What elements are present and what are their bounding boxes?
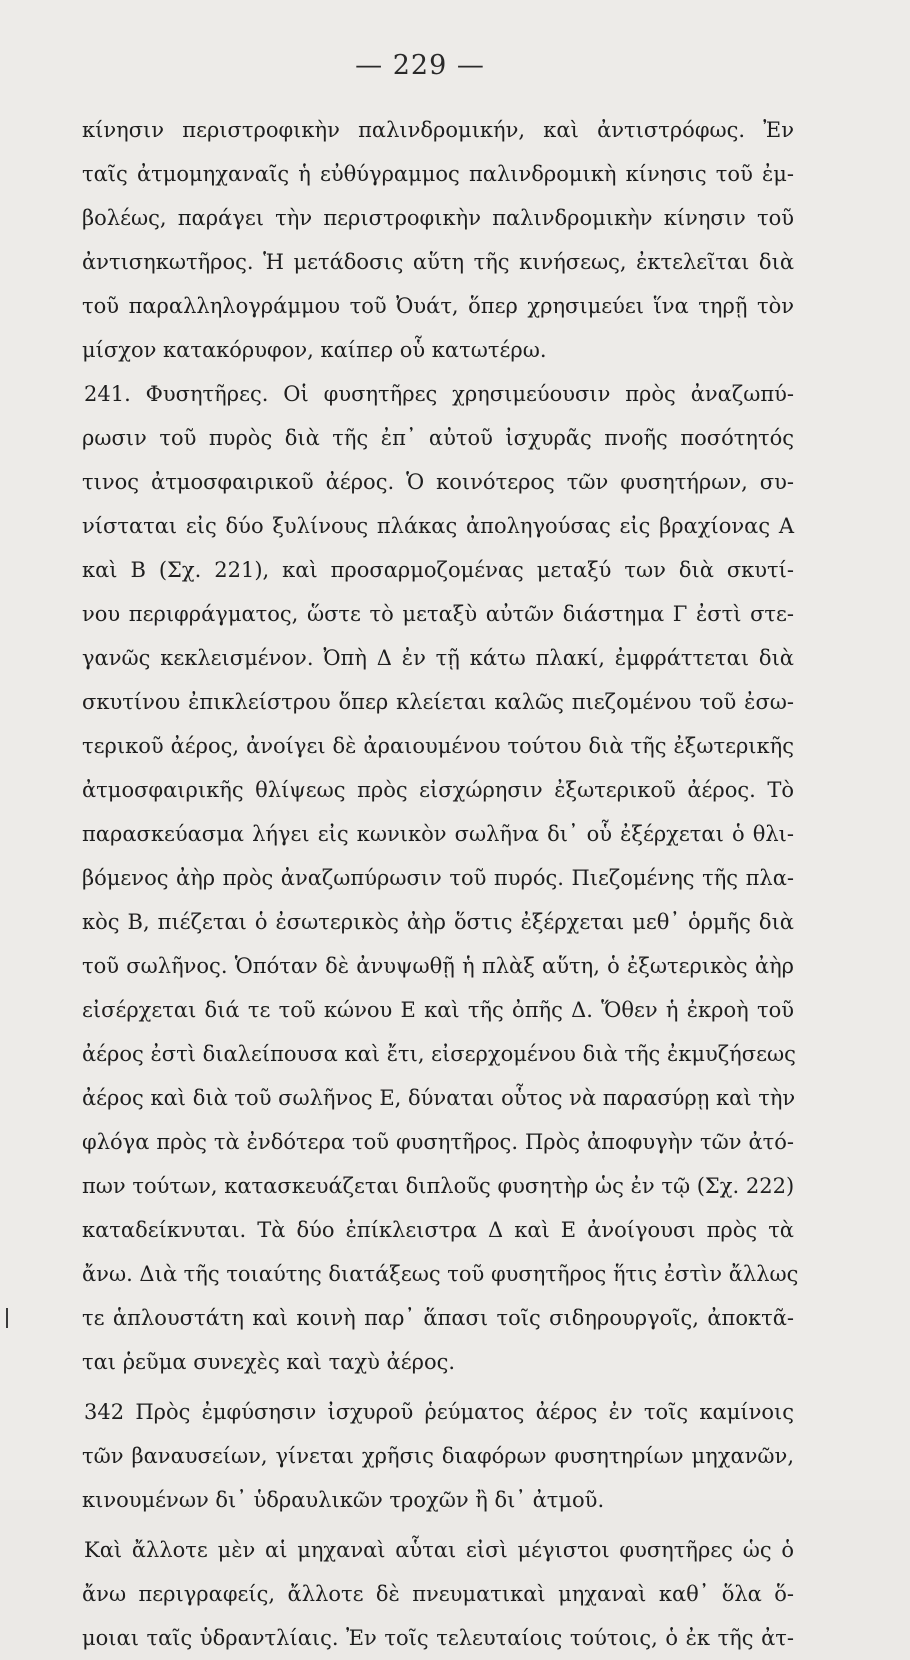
- text-line: ται ῥεῦμα συνεχὲς καὶ ταχὺ ἀέρος.: [82, 1350, 456, 1374]
- text-line: εἰσέρχεται διά τε τοῦ κώνου Ε καὶ τῆς ὀπῆς Δ. Ὅθεν ἡ ἐκροὴ τοῦ: [82, 998, 794, 1022]
- text-line: τε ἁπλουστάτη καὶ κοινὴ παρ᾽ ἅπασι τοῖς σιδηρουργοῖς, ἀποκτᾶ-: [82, 1306, 794, 1330]
- text-line: καταδείκνυται. Τὰ δύο ἐπίκλειστρα Δ καὶ Ε ἀνοίγουσι πρὸς τὰ: [82, 1218, 794, 1242]
- body-text: [82, 108, 799, 1660]
- text-line: μίσχον κατακόρυφον, καίπερ οὗ κατωτέρω.: [82, 338, 547, 362]
- text-line: τῶν βαναυσείων, γίνεται χρῆσις διαφόρων φυσητηρίων μηχανῶν,: [82, 1444, 794, 1468]
- text-line: ἀτμοσφαιρικῆς θλίψεως πρὸς εἰσχώρησιν ἐξωτερικοῦ ἀέρος. Τὸ: [82, 778, 794, 802]
- text-line: ταῖς ἀτμομηχαναῖς ἡ εὐθύγραμμος παλινδρομικὴ κίνησις τοῦ ἐμ-: [82, 162, 794, 186]
- text-line: μοιαι ταῖς ὑδραντλίαις. Ἐν τοῖς τελευταίοις τούτοις, ὁ ἐκ τῆς ἀτ-: [82, 1626, 794, 1650]
- text-line: ρωσιν τοῦ πυρὸς διὰ τῆς ἐπ᾽ αὐτοῦ ἰσχυρᾶς πνοῆς ποσότητός: [82, 426, 794, 450]
- text-line: καὶ Β (Σχ. 221), καὶ προσαρμοζομένας μεταξύ των διὰ σκυτί-: [82, 558, 794, 582]
- text-line: τοῦ παραλληλογράμμου τοῦ Ὀυάτ, ὅπερ χρησιμεύει ἵνα τηρῇ τὸν: [82, 294, 794, 318]
- text-line: φλόγα πρὸς τὰ ἐνδότερα τοῦ φυσητῆρος. Πρὸς ἀποφυγὴν τῶν ἀτό-: [82, 1130, 794, 1154]
- text-line: ἀέρος ἐστὶ διαλείπουσα καὶ ἔτι, εἰσερχομένου διὰ τῆς ἐκμυζήσεως: [82, 1042, 796, 1066]
- text-line: γανῶς κεκλεισμένον. Ὀπὴ Δ ἐν τῇ κάτω πλακί, ἐμφράττεται διὰ: [82, 646, 794, 670]
- text-line: κίνησιν περιστροφικὴν παλινδρομικήν, καὶ ἀντιστρόφως. Ἐν: [82, 118, 794, 142]
- text-line: νίσταται εἰς δύο ξυλίνους πλάκας ἀποληγούσας εἰς βραχίονας Α: [82, 514, 794, 538]
- text-line: σκυτίνου ἐπικλείστρου ὅπερ κλείεται καλῶς πιεζομένου τοῦ ἐσω-: [82, 690, 794, 714]
- text-line: βόμενος ἀὴρ πρὸς ἀναζωπύρωσιν τοῦ πυρός. Πιεζομένης τῆς πλα-: [82, 866, 794, 890]
- text-line: 342 Πρὸς ἐμφύσησιν ἰσχυροῦ ῥεύματος ἀέρος ἐν τοῖς καμίνοις: [84, 1400, 794, 1424]
- text-line: βολέως, παράγει τὴν περιστροφικὴν παλινδρομικὴν κίνησιν τοῦ: [82, 206, 794, 230]
- text-line: Καὶ ἄλλοτε μὲν αἱ μηχαναὶ αὗται εἰσὶ μέγιστοι φυσητῆρες ὡς ὁ: [84, 1538, 794, 1562]
- margin-mark: [6, 1308, 8, 1328]
- text-line: παρασκεύασμα λήγει εἰς κωνικὸν σωλῆνα δι᾽ οὗ ἐξέρχεται ὁ θλι-: [82, 822, 794, 846]
- text-line: ἄνω. Διὰ τῆς τοιαύτης διατάξεως τοῦ φυσητῆρος ἥτις ἐστὶν ἄλλως: [82, 1262, 799, 1286]
- text-line: κινουμένων δι᾽ ὑδραυλικῶν τροχῶν ἢ δι᾽ ἀτμοῦ.: [82, 1488, 605, 1512]
- text-line: ἀντισηκωτῆρος. Ἡ μετάδοσις αὕτη τῆς κινήσεως, ἐκτελεῖται διὰ: [82, 250, 794, 274]
- text-line: νου περιφράγματος, ὥστε τὸ μεταξὺ αὐτῶν διάστημα Γ ἐστὶ στε-: [82, 602, 794, 626]
- text-line: ἀέρος καὶ διὰ τοῦ σωλῆνος Ε, δύναται οὗτος νὰ παρασύρῃ καὶ τὴν: [82, 1086, 796, 1110]
- text-line: 241. Φυσητῆρες. Οἱ φυσητῆρες χρησιμεύουσιν πρὸς ἀναζωπύ-: [84, 382, 794, 406]
- text-line: τινος ἀτμοσφαιρικοῦ ἀέρος. Ὁ κοινότερος τῶν φυσητήρων, συ-: [82, 470, 794, 494]
- text-line: ἄνω περιγραφείς, ἄλλοτε δὲ πνευματικαὶ μηχαναὶ καθ᾽ ὅλα ὅ-: [82, 1582, 794, 1606]
- text-line: τερικοῦ ἀέρος, ἀνοίγει δὲ ἀραιουμένου τούτου διὰ τῆς ἐξωτερικῆς: [82, 734, 794, 758]
- text-line: πων τούτων, κατασκευάζεται διπλοῦς φυσητὴρ ὡς ἐν τῷ (Σχ. 222): [82, 1174, 795, 1198]
- text-line: τοῦ σωλῆνος. Ὁπόταν δὲ ἀνυψωθῇ ἡ πλὰξ αὕτη, ὁ ἐξωτερικὸς ἀὴρ: [82, 954, 794, 978]
- text-line: κὸς Β, πιέζεται ὁ ἐσωτερικὸς ἀὴρ ὅστις ἐξέρχεται μεθ᾽ ὁρμῆς διὰ: [82, 910, 794, 934]
- page-number: — 229 —: [355, 50, 485, 81]
